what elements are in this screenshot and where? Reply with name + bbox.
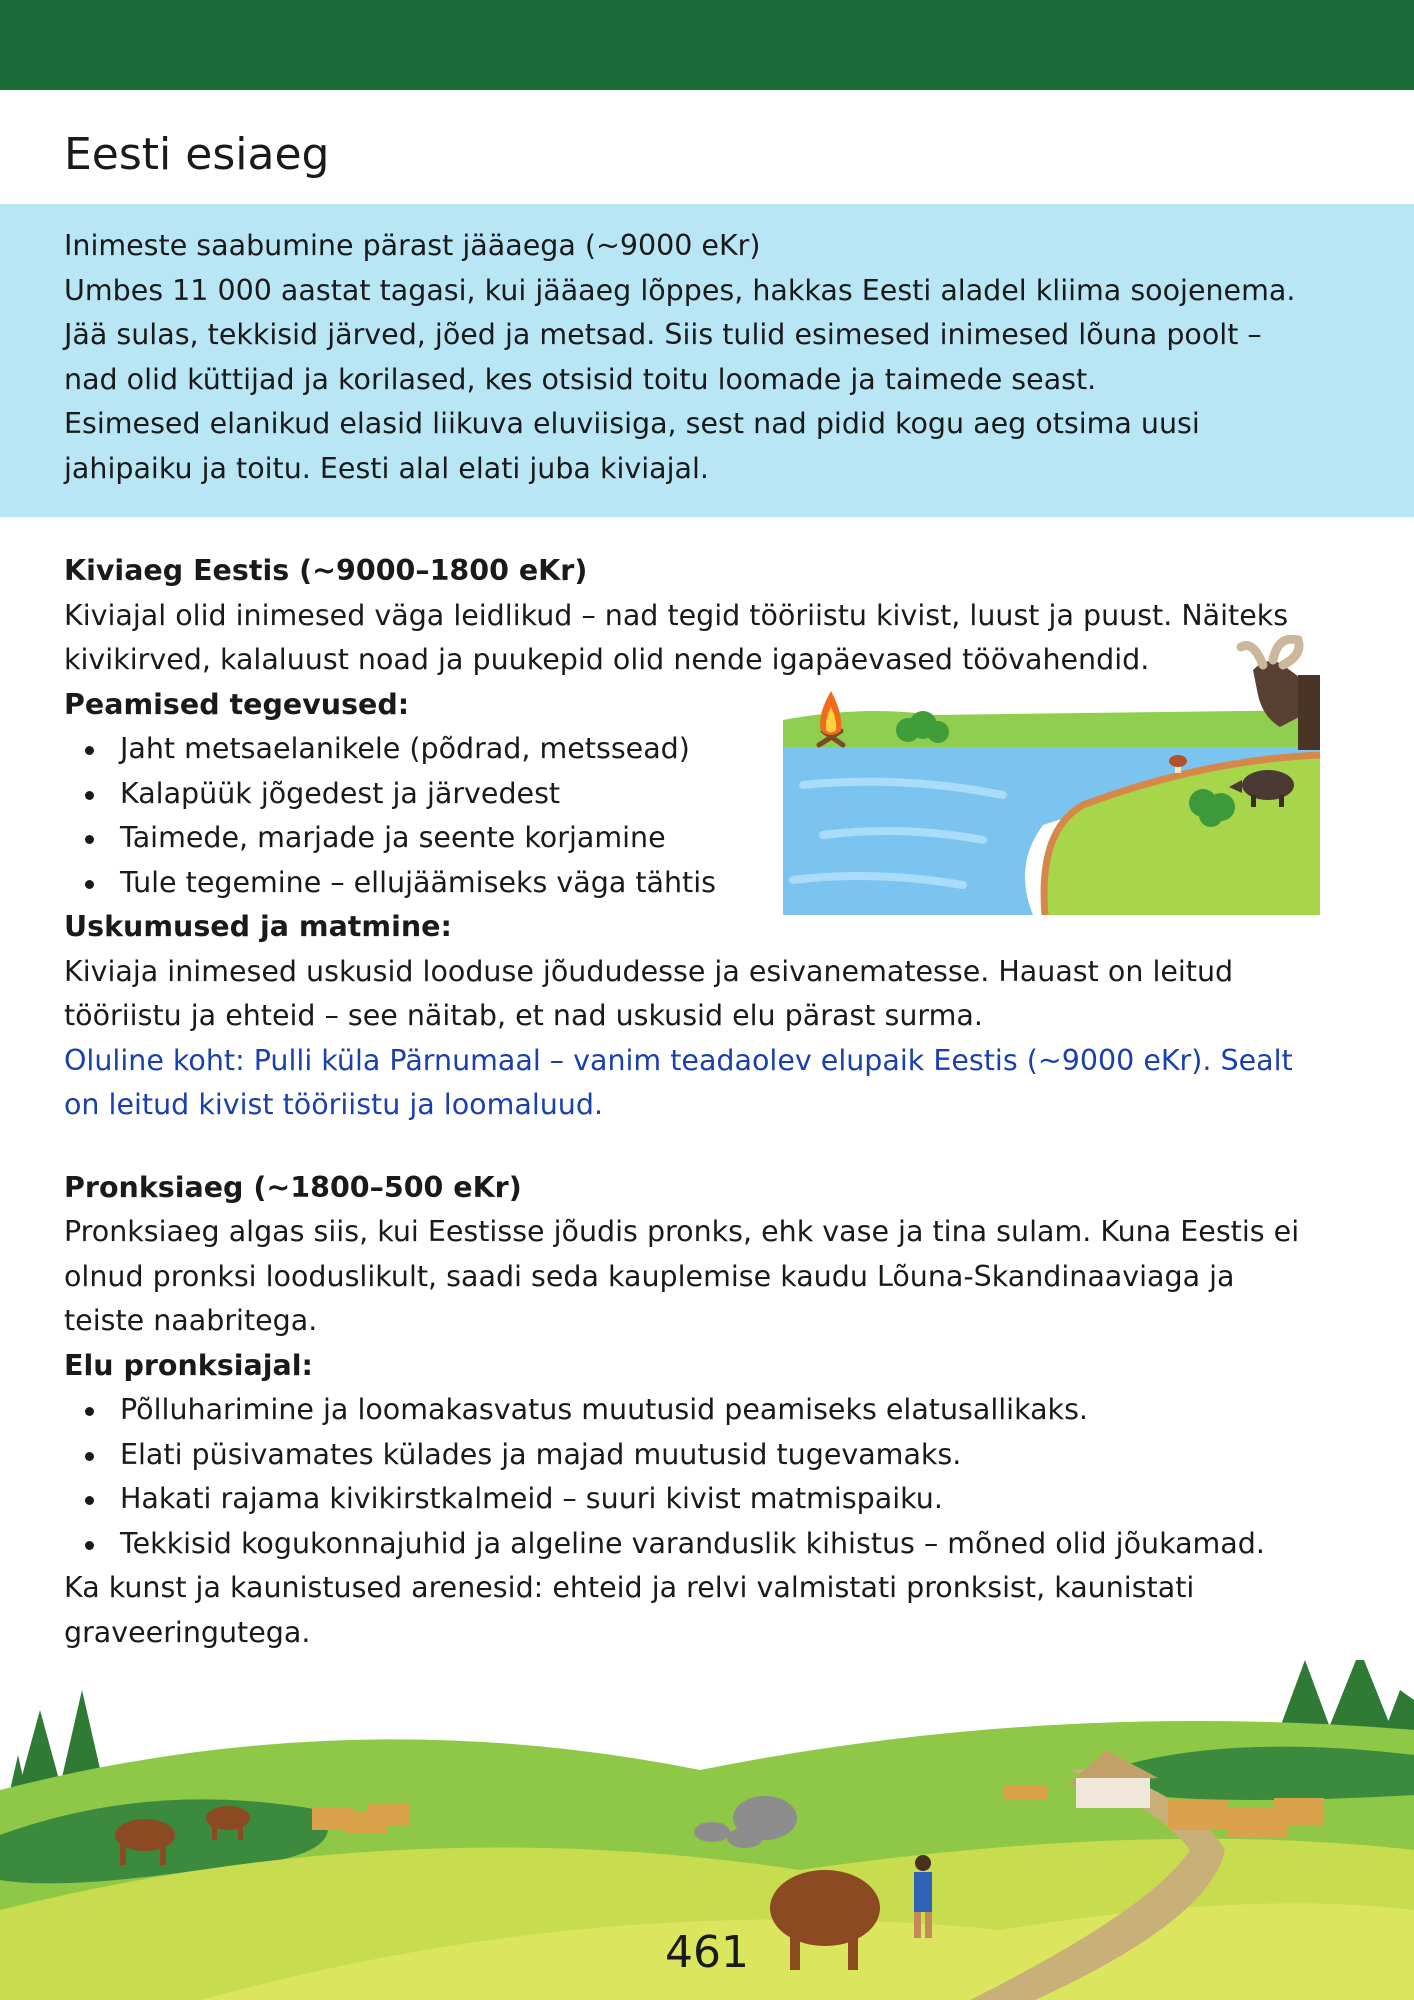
art-line: graveeringutega.	[64, 1615, 311, 1649]
list-item: Tekkisid kogukonnajuhid ja algeline varanduslik kihistus – mõned olid jõukamad.	[64, 1522, 1364, 1567]
intro-line: Inimeste saabumine pärast jääaega (~9000 eKr)	[64, 229, 761, 262]
stone-age-text-line: kivikirved, kalaluust noad ja puukepid olid nende igapäevased töövahendid.	[64, 643, 1150, 676]
bronze-age-text-line: teiste naabritega.	[64, 1304, 318, 1337]
important-place-line: Oluline koht: Pulli küla Pärnumaal – vanim teadaolev elupaik Eestis (~9000 eKr). Sealt	[64, 1043, 1293, 1077]
top-bar	[0, 0, 1414, 90]
river-scene-illustration	[783, 635, 1320, 915]
life-list	[64, 1388, 1364, 1566]
stone-age-heading: Kiviaeg Eestis (~9000–1800 eKr)	[64, 554, 588, 587]
page-number: 461	[665, 1927, 749, 1978]
list-item: Hakati rajama kivikirstkalmeid – suuri kivist matmispaiku.	[64, 1477, 1364, 1522]
list-item: Elati püsivamates külades ja majad muutusid tugevamaks.	[64, 1433, 1364, 1478]
intro-line: Jää sulas, tekkisid järved, jõed ja metsad. Siis tulid esimesed inimesed lõuna poolt –	[64, 318, 1262, 351]
bronze-age-text-line: Pronksiaeg algas siis, kui Eestisse jõudis pronks, ehk vase ja tina sulam. Kuna Eestis ei	[64, 1215, 1300, 1248]
intro-line: jahipaiku ja toitu. Eesti alal elati juba kiviajal.	[64, 451, 709, 485]
activities-heading: Peamised tegevused:	[64, 687, 410, 721]
stone-age-text-line: Kiviajal olid inimesed väga leidlikud – nad tegid tööriistu kivist, luust ja puust. Näiteks	[64, 598, 1289, 632]
intro-line: nad olid küttijad ja korilased, kes otsisid toitu loomade ja taimede seast.	[64, 362, 1097, 396]
page-title: Eesti esiaeg	[64, 129, 330, 180]
list-item: Taimede, marjade ja seente korjamine	[64, 816, 1364, 861]
bronze-age-heading: Pronksiaeg (~1800–500 eKr)	[64, 1170, 522, 1204]
list-item: Põlluharimine ja loomakasvatus muutusid peamiseks elatusallikaks.	[64, 1388, 1364, 1433]
list-item: Tule tegemine – ellujäämiseks väga tähtis	[64, 861, 1364, 906]
beliefs-line: Kiviaja inimesed uskusid looduse jõududesse ja esivanematesse. Hauast on leitud	[64, 954, 1234, 988]
list-item: Kalapüük jõgedest ja järvedest	[64, 772, 1364, 817]
bronze-age-text-line: olnud pronksi looduslikult, saadi seda kauplemise kaudu Lõuna-Skandinaaviaga ja	[64, 1259, 1235, 1293]
life-heading: Elu pronksiajal:	[64, 1348, 313, 1382]
beliefs-heading: Uskumused ja matmine:	[64, 910, 452, 943]
intro-box	[0, 204, 1414, 517]
intro-line: Esimesed elanikud elasid liikuva eluviisiga, sest nad pidid kogu aeg otsima uusi	[64, 407, 1200, 440]
art-line: Ka kunst ja kaunistused arenesid: ehteid ja relvi valmistati pronksist, kaunistati	[64, 1571, 1195, 1604]
list-item: Jaht metsaelanikele (põdrad, metssead)	[64, 727, 1364, 772]
important-place-line: on leitud kivist tööriistu ja loomaluud.	[64, 1088, 604, 1121]
beliefs-line: tööriistu ja ehteid – see näitab, et nad uskusid elu pärast surma.	[64, 999, 983, 1032]
intro-line: Umbes 11 000 aastat tagasi, kui jääaeg lõppes, hakkas Eesti aladel kliima soojenema.	[64, 273, 1296, 307]
